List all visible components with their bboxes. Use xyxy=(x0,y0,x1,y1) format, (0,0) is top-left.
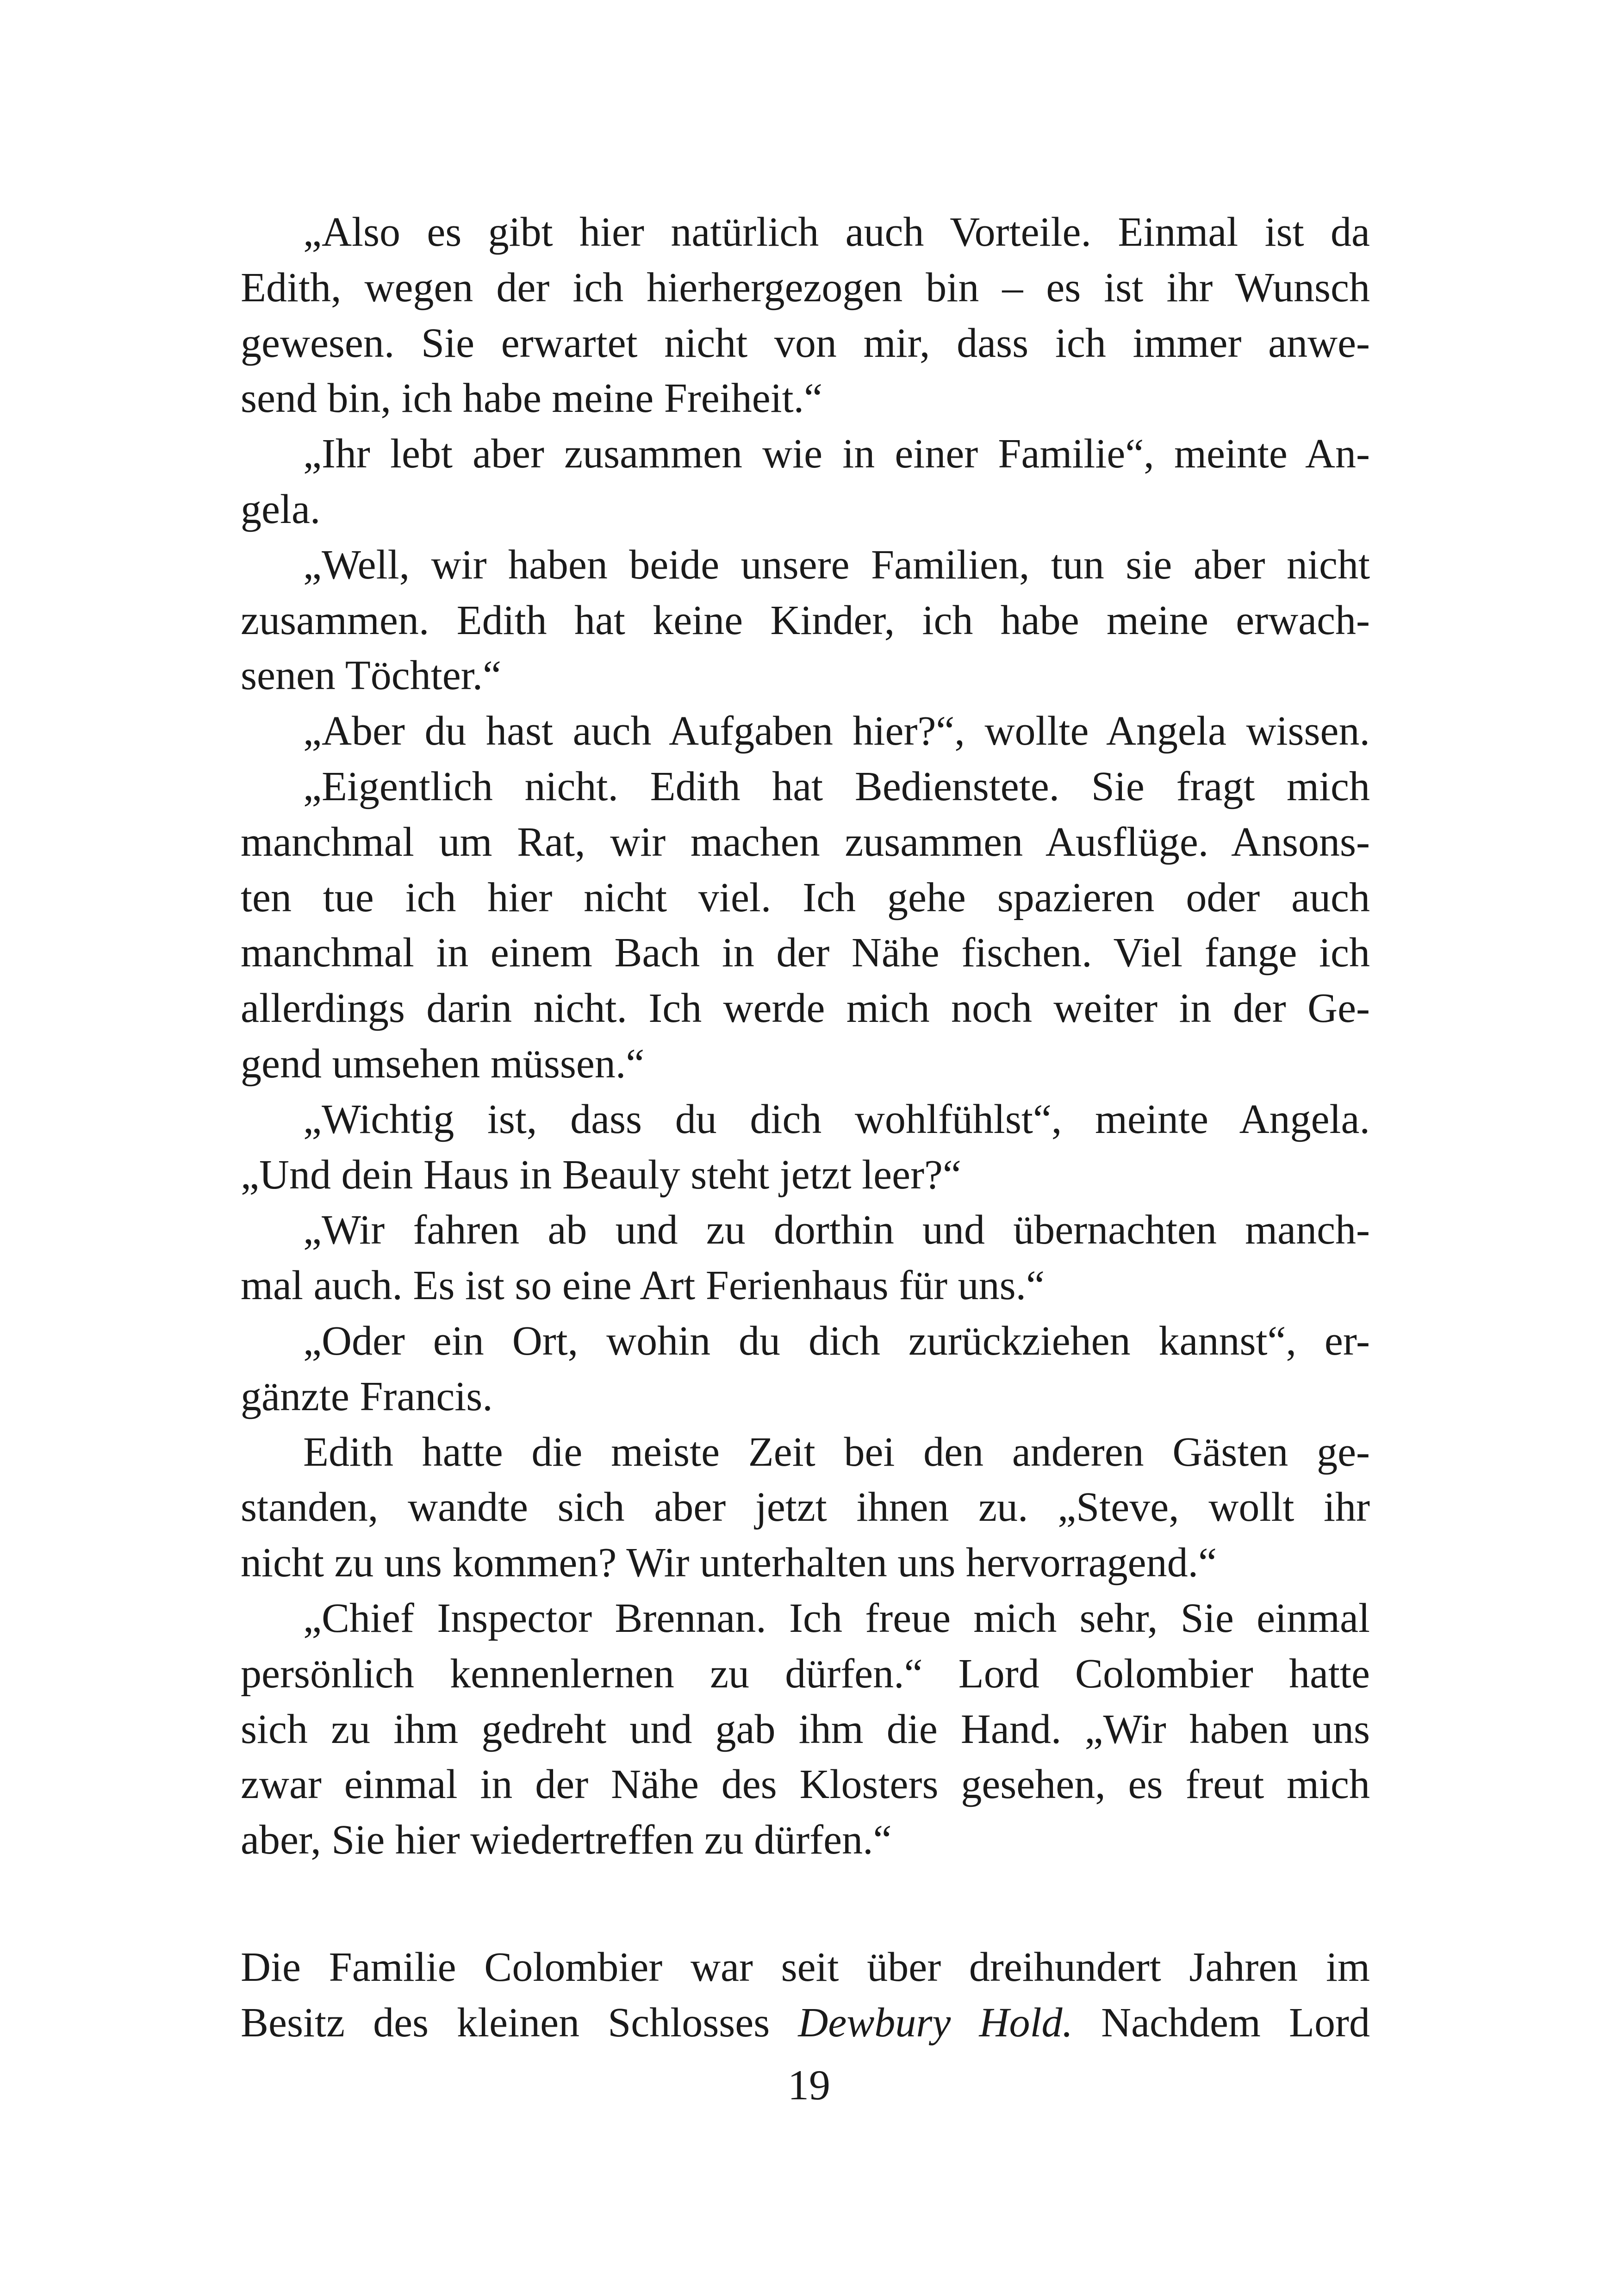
text-line: Edith hatte die meiste Zeit bei den anderen Gästen ge- xyxy=(303,1429,1370,1475)
text-line: gend umsehen müssen.“ xyxy=(241,1040,645,1087)
text-line: zwar einmal in der Nähe des Klosters gesehen, es freut mich xyxy=(241,1761,1370,1808)
text-line: sich zu ihm gedreht und gab ihm die Hand. „Wir haben uns xyxy=(241,1706,1370,1752)
text-line: „Eigentlich nicht. Edith hat Bedienstete. Sie fragt mich xyxy=(303,763,1370,809)
text-line: „Wir fahren ab und zu dorthin und übernachten manch- xyxy=(303,1207,1370,1253)
text-line: nicht zu uns kommen? Wir unterhalten uns hervorragend.“ xyxy=(241,1540,1217,1586)
text-line: Edith, wegen der ich hierhergezogen bin – es ist ihr Wunsch xyxy=(241,264,1370,311)
text-line: gänzte Francis. xyxy=(241,1373,493,1419)
text-line: gela. xyxy=(241,486,321,532)
page-number: 19 xyxy=(788,2061,830,2109)
text-line: „Chief Inspector Brennan. Ich freue mich sehr, Sie einmal xyxy=(303,1595,1370,1641)
text-line: aber, Sie hier wiedertreffen zu dürfen.“ xyxy=(241,1817,892,1863)
text-line: „Also es gibt hier natürlich auch Vorteile. Einmal ist da xyxy=(303,209,1370,255)
text-line: gewesen. Sie erwartet nicht von mir, dass ich immer anwe- xyxy=(241,320,1370,366)
section-break xyxy=(241,1868,1370,1940)
text-line: „Well, wir haben beide unsere Familien, tun sie aber nicht xyxy=(303,541,1370,588)
text-line-final xyxy=(241,1995,1370,2051)
text-line: senen Töchter.“ xyxy=(241,653,502,699)
text-line: allerdings darin nicht. Ich werde mich noch weiter in der Ge- xyxy=(241,985,1370,1032)
text-line: Die Familie Colombier war seit über dreihundert Jahren im xyxy=(241,1944,1370,1990)
text-line: standen, wandte sich aber jetzt ihnen zu. „Steve, wollt ihr xyxy=(241,1484,1370,1531)
text-line: zusammen. Edith hat keine Kinder, ich habe meine erwach- xyxy=(241,597,1370,643)
text-line: manchmal um Rat, wir machen zusammen Ausflüge. Ansons- xyxy=(241,819,1370,865)
text-line: „Aber du hast auch Aufgaben hier?“, wollte Angela wissen. xyxy=(303,708,1370,754)
estate-name: Dewbury Hold. xyxy=(798,1999,1073,2046)
text-line: persönlich kennenlernen zu dürfen.“ Lord Colombier hatte xyxy=(241,1650,1370,1697)
text-line: „Ihr lebt aber zusammen wie in einer Familie“, meinte An- xyxy=(303,431,1370,477)
text-line: „Wichtig ist, dass du dich wohlfühlst“, meinte Angela. xyxy=(303,1096,1370,1142)
text-fragment: Nachdem Lord xyxy=(1072,1999,1370,2046)
text-line: manchmal in einem Bach in der Nähe fischen. Viel fange ich xyxy=(241,930,1370,976)
text-line: send bin, ich habe meine Freiheit.“ xyxy=(241,375,823,422)
body-text xyxy=(241,205,1370,2051)
text-line: mal auch. Es ist so eine Art Ferienhaus für uns.“ xyxy=(241,1263,1045,1309)
text-fragment: Besitz des kleinen Schlosses xyxy=(241,1999,798,2046)
text-line: „Oder ein Ort, wohin du dich zurückziehen kannst“, er- xyxy=(303,1318,1370,1364)
text-line: „Und dein Haus in Beauly steht jetzt leer?“ xyxy=(241,1151,961,1198)
text-line: ten tue ich hier nicht viel. Ich gehe spazieren oder auch xyxy=(241,874,1370,921)
